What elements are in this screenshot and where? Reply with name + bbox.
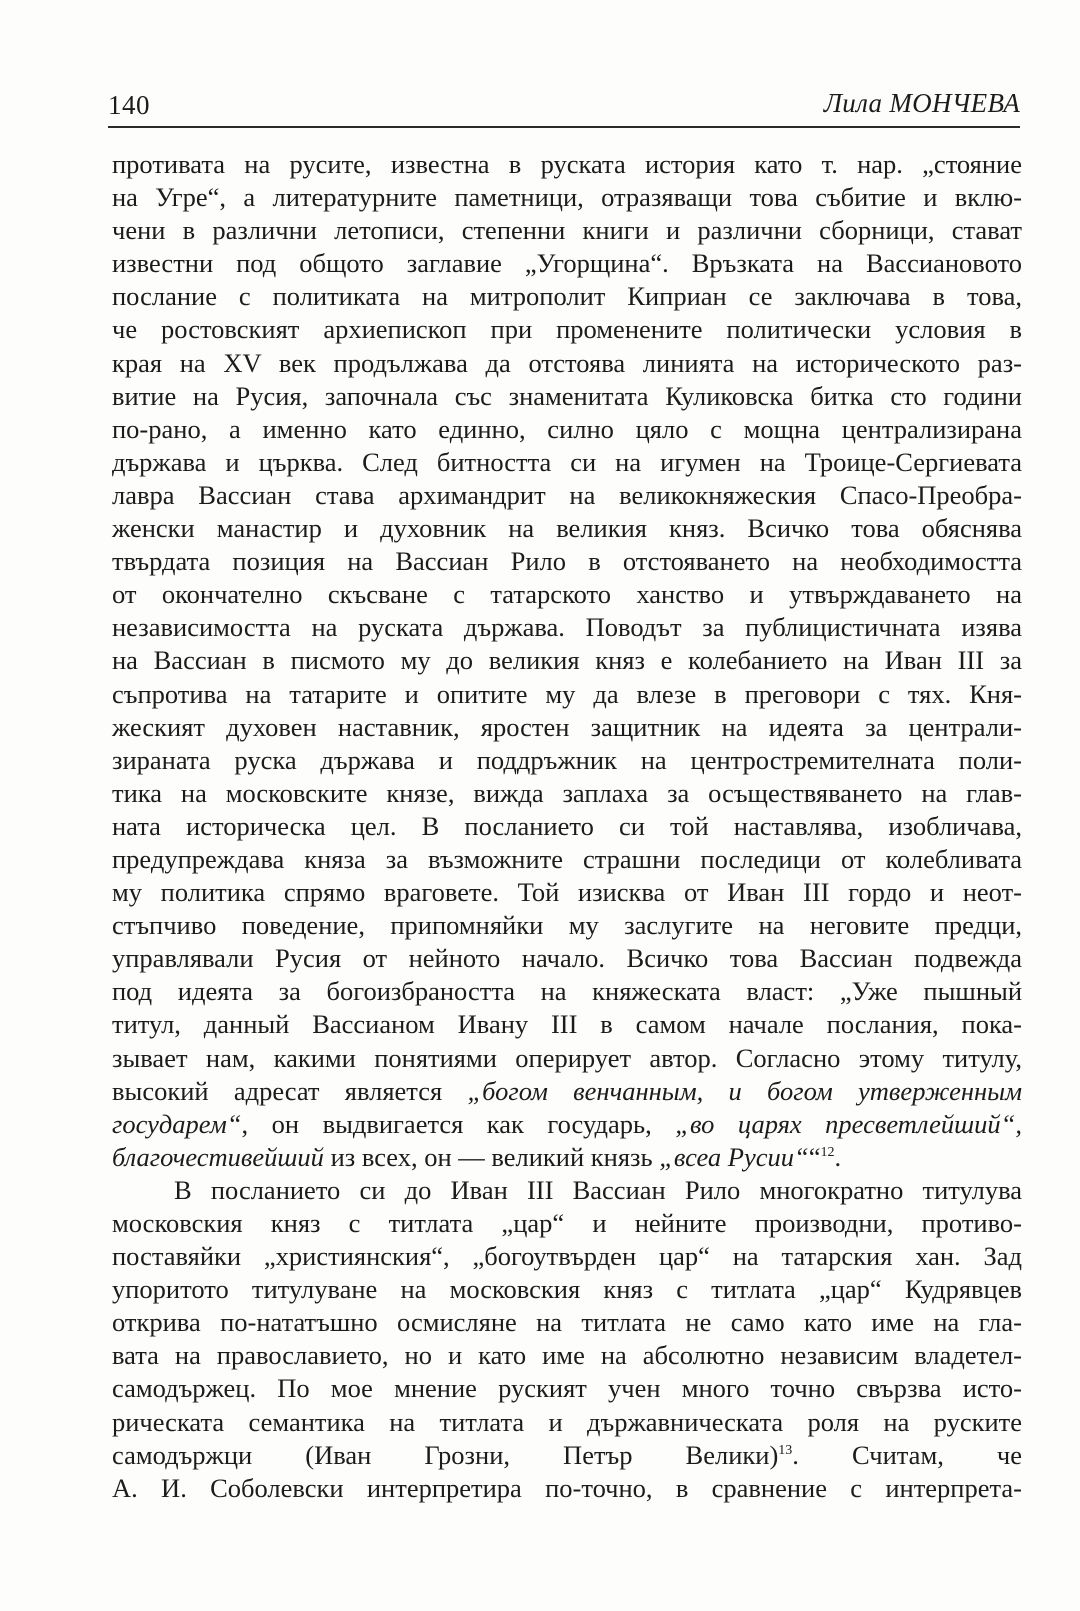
text-line: под идеята за богоизбраността на княжеската власт: „Уже пышный: [112, 976, 1022, 1007]
text-segment: . Считам, че: [792, 1439, 1022, 1470]
header-rule: [108, 126, 1020, 128]
text-line: ната историческа цел. В посланието си той наставлява, изобличава,: [112, 810, 1022, 841]
text-line: [112, 1141, 1022, 1174]
italic-quote: „во царях пресветлейший“,: [675, 1108, 1022, 1139]
text-line: стъпчиво поведение, припомняйки му заслугите на неговите предци,: [112, 910, 1022, 941]
text-line: витие на Русия, започнала със знаменитата Куликовска битка сто години: [112, 380, 1022, 411]
text-line: открива по-нататъшно осмисляне на титлата не само като име на гла-: [112, 1307, 1022, 1338]
text-line: чени в различни летописи, степенни книги и различни сборници, стават: [112, 215, 1022, 246]
text-line: А. И. Соболевски интерпретира по-точно, в сравнение с интерпрета-: [112, 1472, 1022, 1503]
text-line: титул, данный Вассианом Ивану III в самом начале послания, пока-: [112, 1009, 1022, 1040]
text-line: поставяйки „християнския“, „богоутвърден цар“ на татарския хан. Зад: [112, 1241, 1022, 1272]
italic-quote: „богом венчанным, и богом утверженным: [467, 1075, 1023, 1106]
text-line: самодържец. По мое мнение руският учен много точно свързва исто-: [112, 1373, 1022, 1404]
text-line: държава и църква. След битността си на игумен на Троице-Сергиевата: [112, 446, 1022, 477]
text-line: предупреждава княза за възможните страшни последици от колебливата: [112, 843, 1022, 874]
text-line: че ростовският архиепископ при променените политически условия в: [112, 314, 1022, 345]
text-line: твърдата позиция на Вассиан Рило в отстояването на необходимостта: [112, 546, 1022, 577]
period: .: [834, 1141, 842, 1172]
quote-text: высокий адресат является: [112, 1075, 468, 1106]
text-line: послание с политиката на митрополит Киприан се заключава в това,: [112, 281, 1022, 312]
page-header: [108, 88, 1020, 128]
quote-text: из всех, он — великий князь: [323, 1141, 660, 1172]
text-line: [112, 1439, 1022, 1472]
footnote-ref-13: 13: [778, 1442, 793, 1458]
text-line: независимостта на руската държава. Поводът за публицистичната изява: [112, 612, 1022, 643]
italic-quote: „всеа Русии“: [659, 1141, 809, 1172]
text-line: лавра Вассиан става архимандрит на великокняжеския Спасо-Преобра-: [112, 479, 1022, 510]
text-line: по-рано, а именно като единно, силно цяло с мощна централизирана: [112, 413, 1022, 444]
quote-text: , он выдвигается как государь,: [241, 1108, 676, 1139]
text-line: рическата семантика на титлата и държавническата роля на руските: [112, 1406, 1022, 1437]
italic-quote: благочестивейший: [112, 1141, 324, 1172]
text-line: женски манастир и духовник на великия княз. Всичко това обяснява: [112, 513, 1022, 544]
text-segment: самодържци (Иван Грозни, Петър Велики): [112, 1439, 779, 1470]
running-head-author: Лила МОНЧЕВА: [823, 88, 1020, 118]
text-line: зираната руска държава и поддръжник на центростремителната поли-: [112, 744, 1022, 775]
text-line: на Вассиан в писмото му до великия княз е колебанието на Иван III за: [112, 645, 1022, 676]
text-line: тика на московските князе, вижда заплаха за осъществяването на глав-: [112, 777, 1022, 808]
text-line: жеският духовен наставник, яростен защитник на идеята за централи-: [112, 711, 1022, 742]
text-line: известни под общото заглавие „Угорщина“. Връзката на Вассиановото: [112, 248, 1022, 279]
footnote-ref-12: 12: [820, 1144, 835, 1160]
text-line: московския княз с титлата „цар“ и нейните производни, противо-: [112, 1208, 1022, 1238]
italic-quote: государем“: [112, 1108, 242, 1139]
text-line: упоритото титулуване на московския княз с титлата „цар“ Кудрявцев: [112, 1274, 1022, 1305]
text-line: съпротива на татарите и опитите му да влезе в преговори с тях. Кня-: [112, 678, 1022, 709]
text-line: му политика спрямо враговете. Той изисква от Иван III гордо и неот-: [112, 877, 1022, 908]
text-line: [112, 1108, 1022, 1141]
text-line: [112, 1075, 1022, 1108]
text-line: от окончателно скъсване с татарското ханство и утвърждаването на: [112, 579, 1022, 610]
text-line: управлявали Русия от нейното начало. Всичко това Вассиан подвежда: [112, 943, 1022, 974]
text-line: противата на русите, известна в руската история като т. нар. „стояние: [112, 149, 1022, 179]
text-line: на Угре“, а литературните паметници, отразяващи това събитие и вклю-: [112, 182, 1022, 213]
text-line: зывает нам, какими понятиями оперирует автор. Согласно этому титулу,: [112, 1042, 1022, 1073]
closing-quote: “: [808, 1141, 821, 1172]
body-text: [112, 148, 1022, 1505]
paragraph-first-line: В посланието си до Иван III Вассиан Рило многократно титулува: [174, 1174, 1022, 1205]
page-number: 140: [108, 90, 150, 120]
text-line: края на XV век продължава да отстоява линията на историческото раз-: [112, 347, 1022, 378]
text-line: вата на православието, но и като име на абсолютно независим владетел-: [112, 1340, 1022, 1371]
